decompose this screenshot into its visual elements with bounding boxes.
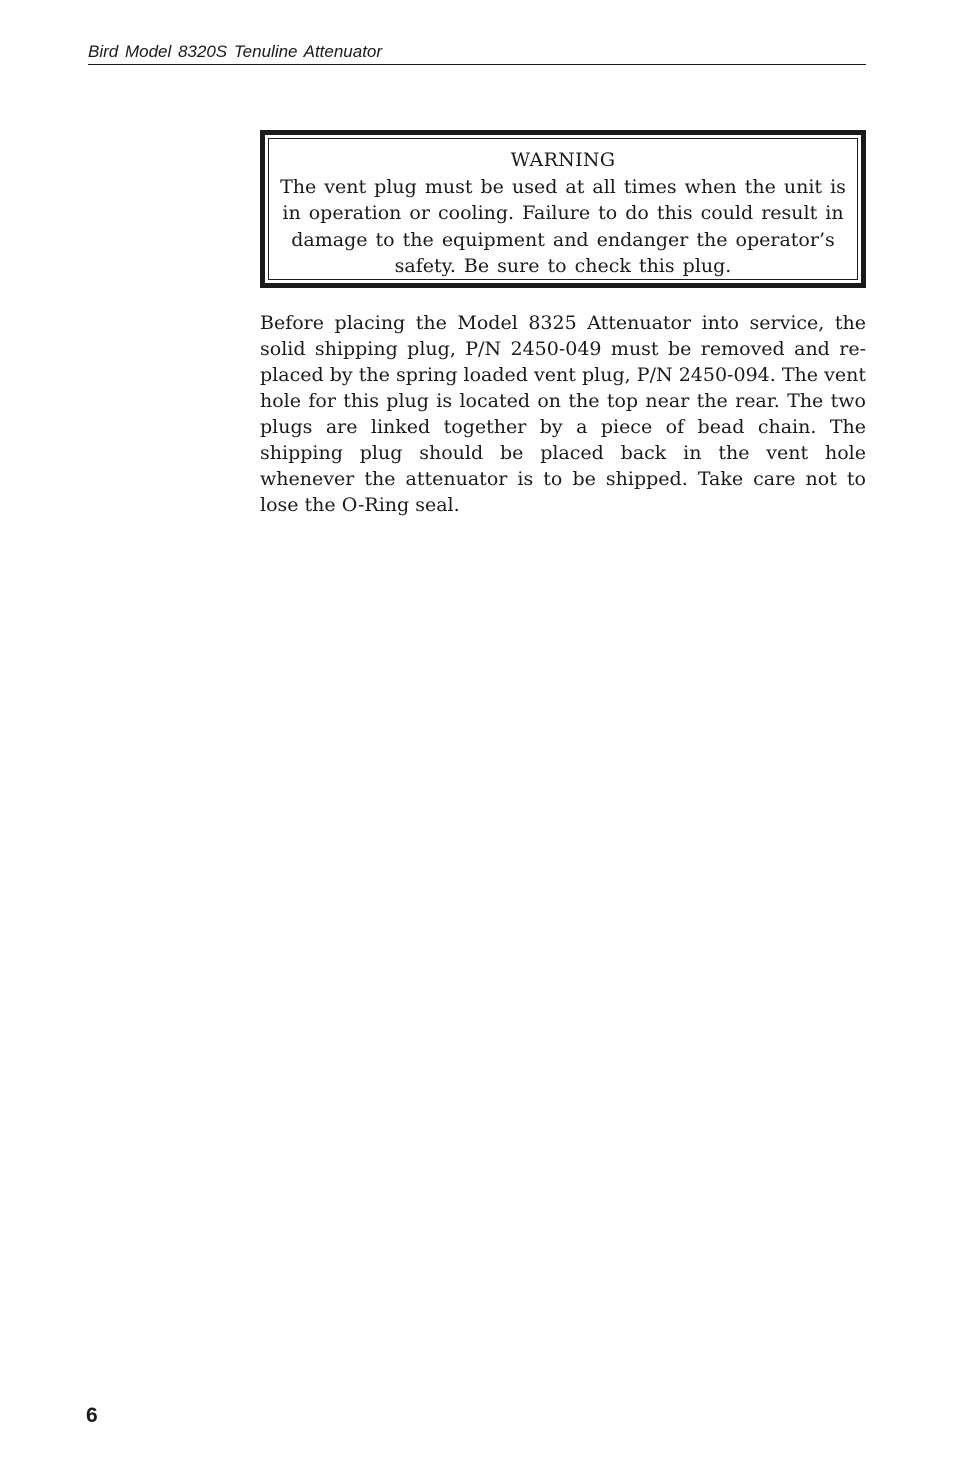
warning-inner-frame bbox=[268, 138, 858, 280]
body-paragraph: Before placing the Model 8325 Attenuator into service, the solid shipping plug, P/N 2450-049 must be removed and replaced by the spring loaded vent plug, P/N 2450-094. The vent hole for this plug is located on the top near the rear. The two plugs are linked together by a piece of bead chain. The shipping plug should be placed back in the vent hole whenever the attenuator is to be shipped. Take care not to lose the O-Ring seal. bbox=[260, 312, 866, 516]
running-header bbox=[88, 42, 866, 65]
running-header-title: Bird Model 8320S Tenuline Attenuator bbox=[88, 42, 383, 61]
warning-title: WARNING bbox=[510, 149, 616, 171]
warning-box bbox=[260, 130, 866, 288]
page-number: 6 bbox=[86, 1404, 98, 1427]
warning-text: The vent plug must be used at all times when the unit is in operation or cooling. Failure to do this could result in damage to the equipment and endanger the operator’s safety. Be sure to check this plug. bbox=[280, 175, 846, 277]
